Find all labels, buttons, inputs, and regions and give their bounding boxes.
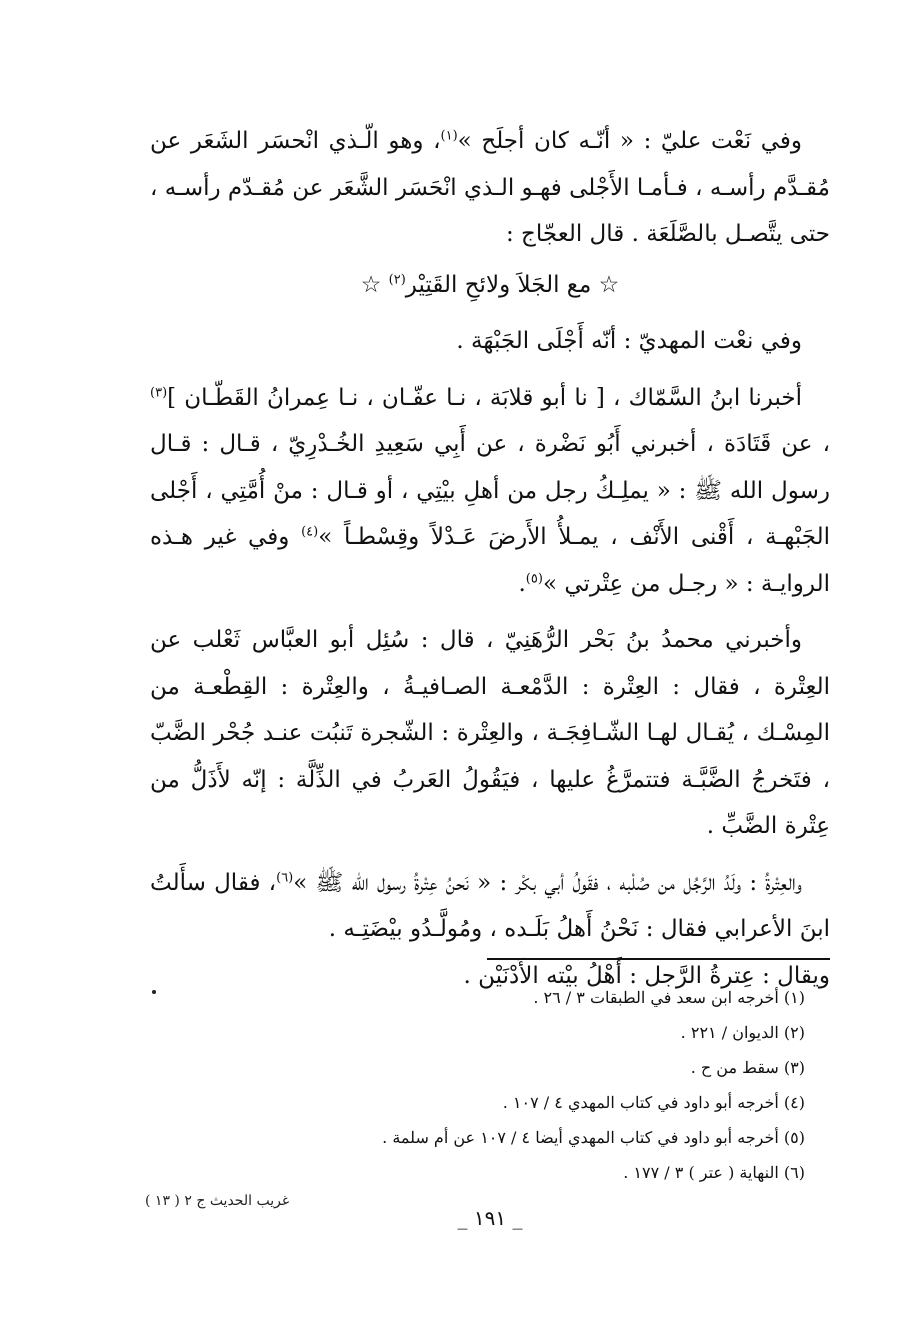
paragraph-3: أخبرنا ابنُ السَّمّاك ، [ نا أبو قلابَة ، نـا عفّـان ، نـا عِمرانُ القَطّـان ]$^{(٣)}$ ، عن قَتَادَة ، أخبرني أَبُو نَضْرة ، عن أَبِي سَعِيدِ الخُـدْرِيّ ، قـال : قـال رسول الله ﷺ : « يملِـكُ رجل من أهلِ بيْتِي ، أو قـال : منْ أُمَّتِي ، أَجْلى الجَبْهـة ، أَقْنى الأَنْف ، يمـلأُ الأَرضَ عَـدْلاً وقِسْطـاً »$^{(٤)}$ وفي غير هـذه الروايـة : « رجـل من عِتْرتي »$^{(٥)}$.	[150, 384, 831, 597]
footnote-ref-4: (٤)	[301, 524, 319, 540]
footnote-1: (١) أخرجه ابن سعد في الطبقات ٣ / ٢٦ .	[533, 988, 805, 1007]
paragraph-4: وأخبرني محمدُ بنُ بَحْر الرُّهَنِيّ ، قال : سُئِل أبو العبَّاس ثَعْلب عن العِتْرة ، فقال : العِتْرة : الدَّمْعـة الصـافيـةُ ، والعِتْرة : القِطْعـة من المِسْـك ، يُقـال لهـا الشّـافِجَـة ، والعِتْرة : الشّجرة تَنبُت عنـد جُحْر الضَّبّ ، فتَخرجُ الضَّبَّـة فتتمرَّغُ عليها ، فيَقُولُ العَربُ في الذِّلَّة : إنّه لأَذَلُّ من عِتْرة الضَّبِّ .	[150, 627, 830, 839]
paragraph-5: والعِتْرةُ : ولَدُ الرَّجُل من صُلْبه ، فقَولُ أبي بكْر : « نَحنُ عِتْرةُ رسول الله ﷺ »$^{(٦)}$، فقال سأَلتُ ابنَ الأعرابي فقال : نَحْنُ أَهلُ بَلَـده ، ومُولَّـدُو بيْضَتِـه .	[150, 869, 830, 942]
signature-mark: غريب الحديث ج ٢ ( ١٣ )	[145, 1193, 290, 1209]
footnote-5: (٥) أخرجه أبو داود في كتاب المهدي أيضا ٤ / ١٠٧ عن أم سلمة .	[382, 1128, 805, 1147]
paragraph-1: وفي نَعْت عليّ : « أنّـه كان أجلَح »$^{(١)}$، وهو الّـذي انْحسَر الشَعَر عن مُقـدَّم رأسـه ، فـأمـا الأَجْلى فهـو الـذي انْحَسَر الشَّعَر عن مُقـدّم رأسـه ، حتى يتَّصـل بالصَّلَعَة . قال العجّاج :	[150, 128, 830, 247]
page-number: _ ١٩١ _	[457, 1206, 523, 1230]
footnote-ref-5: (٥)	[525, 570, 543, 586]
footnote-ref-2: (٢)	[388, 271, 406, 287]
footnote-2: (٢) الديوان / ٢٢١ .	[680, 1023, 805, 1042]
footnote-6: (٦) النهاية ( عتر ) ٣ / ١٧٧ .	[623, 1163, 805, 1182]
footnote-4: (٤) أخرجه أبو داود في كتاب المهدي ٤ / ١٠٧ .	[502, 1093, 805, 1112]
footnote-separator	[487, 958, 830, 960]
footnote-3: (٣) سقط من ح .	[690, 1058, 805, 1077]
footnote-ref-1: (١)	[440, 128, 458, 144]
main-text	[150, 118, 830, 999]
footnote-ref-6: (٦)	[276, 869, 294, 885]
footnote-ref-3: (٣)	[150, 384, 168, 400]
verse-line: ☆ مع الجَلاَ ولائحِ القَتِيْر$^{(٢)}$ ☆	[360, 271, 620, 298]
paragraph-6: ويقال : عِترةُ الرَّجل : أَهْلُ بيْته الأَدْنَيْن .	[463, 962, 830, 989]
paragraph-2: وفي نعْت المهديّ : أنّه أَجْلَى الجَبْهَة .	[456, 328, 802, 354]
footnotes	[150, 980, 805, 1190]
